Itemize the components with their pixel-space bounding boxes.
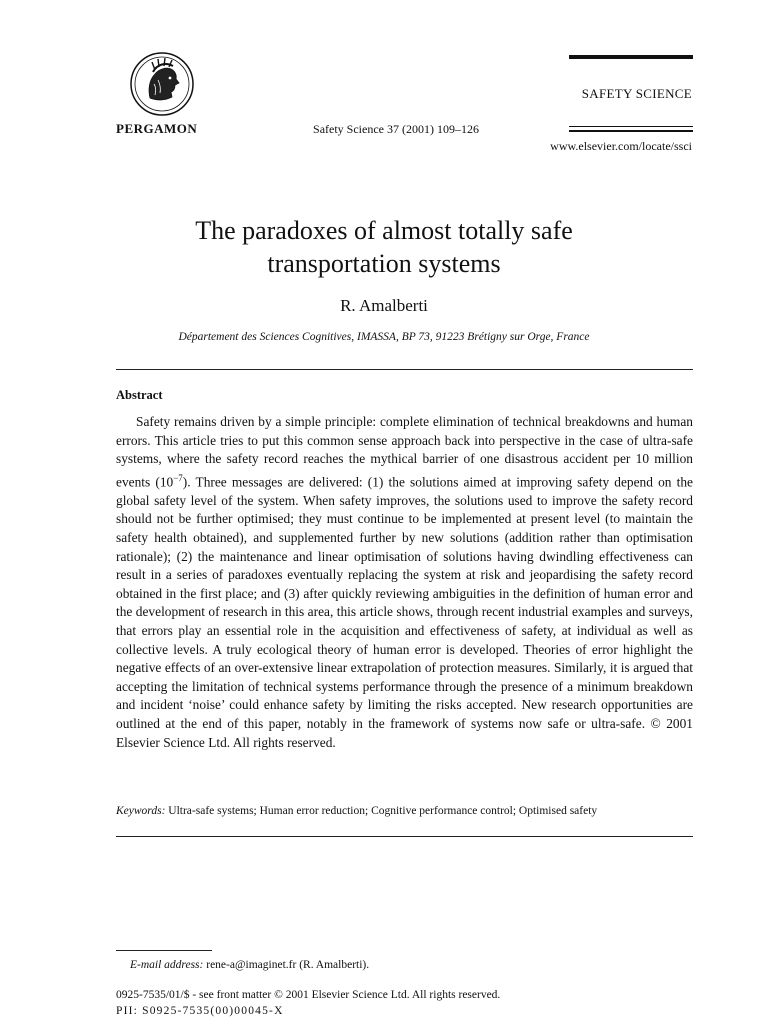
publisher-name: PERGAMON	[116, 121, 198, 136]
author-affiliation: Département des Sciences Cognitives, IMASSA, BP 73, 91223 Brétigny sur Orge, France	[178, 331, 590, 343]
abstract-text-part-2: ). Three messages are delivered: (1) the solutions aimed at improving safety depend on the global safety level of the system. When safety improves, the solutions used to improve the safety record should not be further optimised; they must continue to be implemented at present level (to maintain the safety health obtained), and supplemented further by new solutions (addition rather than optimisation rationale); (2) the maintenance and linear optimisation of solutions having dwindling effectiveness can result in a series of paradoxes eventually replacing the system at risk and jeopardising the safety record obtained in the first place; and (3) after quickly reviewing ambiguities in the definition of human error and the development of research in this area, this article shows, through recent industrial examples and surveys, that errors play an essential role in the acquisition and effectiveness of safety, at individual as well as collective levels. A truly ecological theory of human error is developed. Theories of error highlight the negative effects of an over-extensive linear extrapolation of protection measures. Similarly, it is argued that accepting the limitation of technical systems performance through the presence of a minimum breakdown and incident ‘noise’ could enhance safety by limiting the risks accepted. New research opportunities are outlined at the end of this paper, notably in the framework of systems now safe or ultra-safe. © 2001 Elsevier Science Ltd. All rights reserved.	[116, 474, 693, 750]
header-rule-double-1	[569, 126, 693, 127]
abstract-text	[116, 413, 693, 752]
footnote-rule	[116, 950, 212, 951]
title-line-1: The paradoxes of almost totally safe	[195, 216, 573, 245]
author-name: R. Amalberti	[340, 296, 428, 315]
footnote-email	[130, 959, 369, 971]
abstract-text-part-1: Safety remains driven by a simple principle: complete elimination of technical breakdowns and human errors. This article tries to put this common sense approach back into perspective in the case of ultra-safe systems, where the safety record reaches the mythical barrier of one disastrous accident per 10 million events (10	[116, 414, 693, 490]
pii-line: PII: S0925-7535(00)00045-X	[116, 1005, 284, 1017]
title-line-2: transportation systems	[267, 249, 501, 278]
article-title	[0, 214, 768, 280]
header-rule-top	[569, 55, 693, 59]
journal-reference: Safety Science 37 (2001) 109–126	[313, 122, 479, 136]
keywords-label: Keywords:	[116, 805, 166, 817]
abstract-heading: Abstract	[116, 388, 163, 402]
copyright-line: 0925-7535/01/$ - see front matter © 2001 Elsevier Science Ltd. All rights reserved.	[116, 989, 501, 1001]
email-text: rene-a@imaginet.fr (R. Amalberti).	[203, 959, 370, 971]
pergamon-logo-icon	[128, 50, 196, 118]
email-label: E-mail address:	[130, 959, 204, 971]
journal-name: SAFETY SCIENCE	[581, 86, 692, 101]
abstract-rule-top	[116, 369, 693, 370]
header-rule-double-2	[569, 130, 693, 132]
abstract-rule-bottom	[116, 836, 693, 837]
keywords-line	[116, 805, 693, 817]
journal-url: www.elsevier.com/locate/ssci	[550, 139, 692, 153]
abstract-superscript: −7	[173, 472, 183, 483]
keywords-text: Ultra-safe systems; Human error reduction; Cognitive performance control; Optimised safety	[165, 805, 598, 817]
